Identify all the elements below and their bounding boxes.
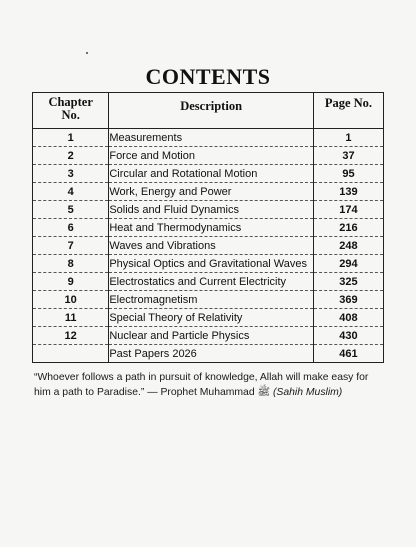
chapter-description: Heat and Thermodynamics [109, 219, 314, 237]
chapter-description: Circular and Rotational Motion [109, 165, 314, 183]
page-number: 408 [313, 309, 383, 327]
table-row [33, 165, 384, 183]
page-number: 294 [313, 255, 383, 273]
chapter-number: 1 [33, 129, 109, 147]
page-number: 248 [313, 237, 383, 255]
description-header: Description [109, 93, 314, 129]
page-number: 37 [313, 147, 383, 165]
chapter-number: 3 [33, 165, 109, 183]
chapter-number: 6 [33, 219, 109, 237]
chapter-number: 2 [33, 147, 109, 165]
chapter-number [33, 345, 109, 363]
table-row [33, 147, 384, 165]
table-row [33, 345, 384, 363]
page-number: 369 [313, 291, 383, 309]
table-row [33, 237, 384, 255]
chapter-description: Past Papers 2026 [109, 345, 314, 363]
quote-text: “Whoever follows a path in pursuit of knowledge, Allah will make easy for him a path to Paradise.” — Prophet Muhammad ﷺ [34, 372, 369, 398]
chapter-number: 7 [33, 237, 109, 255]
page-number: 430 [313, 327, 383, 345]
dust-speck [86, 52, 88, 54]
chapter-number: 9 [33, 273, 109, 291]
chapter-description: Waves and Vibrations [109, 237, 314, 255]
chapter-number: 12 [33, 327, 109, 345]
page-number: 325 [313, 273, 383, 291]
table-row [33, 255, 384, 273]
chapter-description: Solids and Fluid Dynamics [109, 201, 314, 219]
chapter-number: 8 [33, 255, 109, 273]
table-row [33, 129, 384, 147]
chapter-description: Electromagnetism [109, 291, 314, 309]
chapter-number: 4 [33, 183, 109, 201]
page-no-header: Page No. [313, 93, 383, 129]
chapter-description: Measurements [109, 129, 314, 147]
chapter-number: 11 [33, 309, 109, 327]
chapter-description: Electrostatics and Current Electricity [109, 273, 314, 291]
chapter-number: 5 [33, 201, 109, 219]
table-row [33, 273, 384, 291]
page-number: 95 [313, 165, 383, 183]
chapter-description: Nuclear and Particle Physics [109, 327, 314, 345]
quote-source: (Sahih Muslim) [272, 387, 343, 398]
quote-block [34, 370, 384, 400]
table-row [33, 327, 384, 345]
chapter-number: 10 [33, 291, 109, 309]
chapter-description: Force and Motion [109, 147, 314, 165]
chapter-header-line1: Chapter [48, 95, 93, 109]
table-row [33, 183, 384, 201]
chapter-header-line2: No. [61, 108, 80, 122]
chapter-description: Work, Energy and Power [109, 183, 314, 201]
chapter-no-header [33, 93, 109, 129]
page-number: 216 [313, 219, 383, 237]
table-row [33, 291, 384, 309]
page-number: 139 [313, 183, 383, 201]
page-title: CONTENTS [145, 64, 271, 89]
table-header-row [33, 93, 384, 129]
table-row [33, 219, 384, 237]
table-row [33, 201, 384, 219]
page-number: 1 [313, 129, 383, 147]
contents-table [32, 92, 384, 363]
chapter-description: Physical Optics and Gravitational Waves [109, 255, 314, 273]
table-row [33, 309, 384, 327]
page-number: 461 [313, 345, 383, 363]
chapter-description: Special Theory of Relativity [109, 309, 314, 327]
contents-body [33, 129, 384, 363]
page-number: 174 [313, 201, 383, 219]
